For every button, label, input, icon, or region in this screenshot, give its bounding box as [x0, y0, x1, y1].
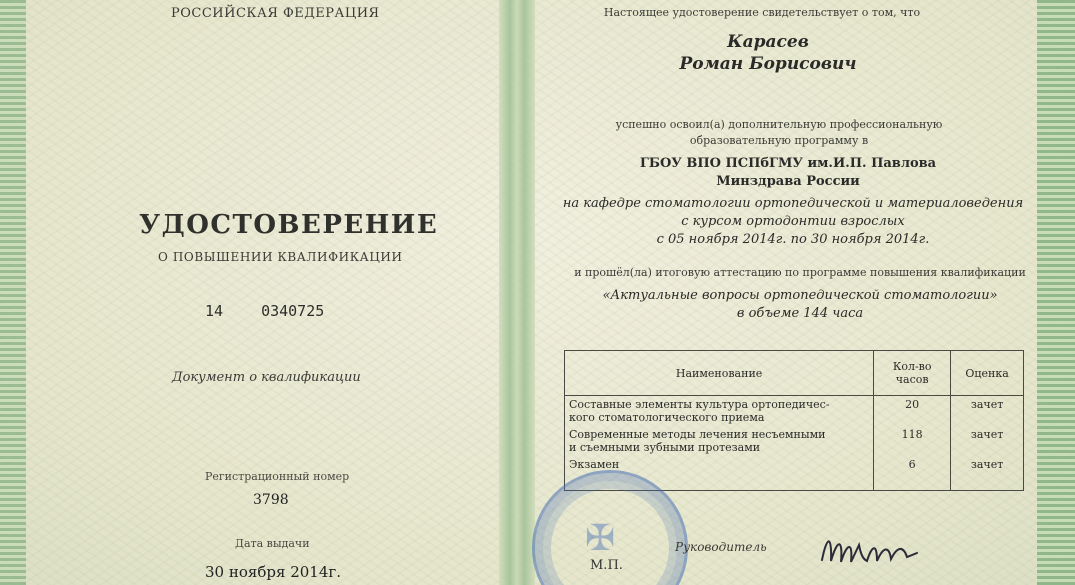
- program-title: «Актуальные вопросы ортопедической стоматологии»: [602, 288, 998, 303]
- signature-icon: [817, 525, 927, 575]
- mastered-text-line2: образовательную программу в: [689, 134, 869, 147]
- institution-line2: Минздрава России: [716, 174, 860, 189]
- row-name: [565, 396, 874, 427]
- country-heading: РОССИЙСКАЯ ФЕДЕРАЦИЯ: [171, 6, 380, 21]
- row-hours: 118: [874, 426, 951, 456]
- table-row: [565, 426, 1024, 456]
- header-hours: [874, 351, 951, 396]
- row-name-line1: Составные элементы культура ортопедичес-: [569, 398, 830, 411]
- attestation-text: и прошёл(ла) итоговую аттестацию по программе повышения квалификации: [574, 266, 1026, 279]
- header-grade: Оценка: [951, 351, 1024, 396]
- row-grade: зачет: [951, 396, 1024, 427]
- program-volume: в объеме 144 часа: [736, 306, 864, 321]
- grades-table: [564, 350, 1024, 491]
- registration-number: 3798: [253, 492, 289, 508]
- intro-text: Настоящее удостоверение свидетельствует о том, что: [603, 6, 921, 19]
- department-line1: на кафедре стоматологии ортопедической и материаловедения: [562, 196, 1024, 211]
- row-hours: 20: [874, 396, 951, 427]
- institution-line1: ГБОУ ВПО ПСПбГМУ им.И.П. Павлова: [639, 156, 937, 171]
- issue-date-label: Дата выдачи: [235, 537, 310, 550]
- stamp-mark: М.П.: [590, 558, 623, 573]
- holder-surname: Карасев: [727, 32, 809, 52]
- row-name: [565, 426, 874, 456]
- row-name-line2: кого стоматологического приема: [569, 411, 765, 424]
- series-number: [205, 302, 324, 320]
- row-name-line2: и съемными зубными протезами: [569, 441, 761, 454]
- series: 14: [205, 302, 224, 320]
- director-label: Руководитель: [675, 540, 767, 554]
- study-period: с 05 ноября 2014г. по 30 ноября 2014г.: [656, 232, 930, 247]
- number: 0340725: [261, 302, 325, 320]
- right-page: [517, 0, 1075, 585]
- document-subtitle: О ПОВЫШЕНИИ КВАЛИФИКАЦИИ: [158, 250, 403, 264]
- left-page: [0, 0, 517, 585]
- row-grade: зачет: [951, 456, 1024, 491]
- document-type: Документ о квалификации: [172, 370, 361, 385]
- header-name: Наименование: [565, 351, 874, 396]
- document-title: УДОСТОВЕРЕНИЕ: [139, 210, 439, 240]
- holder-given-names: Роман Борисович: [679, 54, 857, 74]
- registration-label: Регистрационный номер: [205, 470, 350, 483]
- table-row: [565, 396, 1024, 427]
- table-header-row: [565, 351, 1024, 396]
- department-line2: с курсом ортодонтии взрослых: [681, 214, 905, 229]
- header-hours-line2: часов: [895, 373, 929, 386]
- mastered-text-line1: успешно освоил(а) дополнительную профессиональную: [615, 118, 943, 131]
- row-grade: зачет: [951, 426, 1024, 456]
- row-hours: 6: [874, 456, 951, 491]
- issue-date: 30 ноября 2014г.: [205, 563, 342, 581]
- coat-of-arms-icon: ✠: [585, 518, 616, 559]
- row-name-line1: Современные методы лечения несъемными: [569, 428, 826, 441]
- row-name-line1: Экзамен: [569, 458, 620, 471]
- header-hours-line1: Кол-во: [892, 360, 932, 373]
